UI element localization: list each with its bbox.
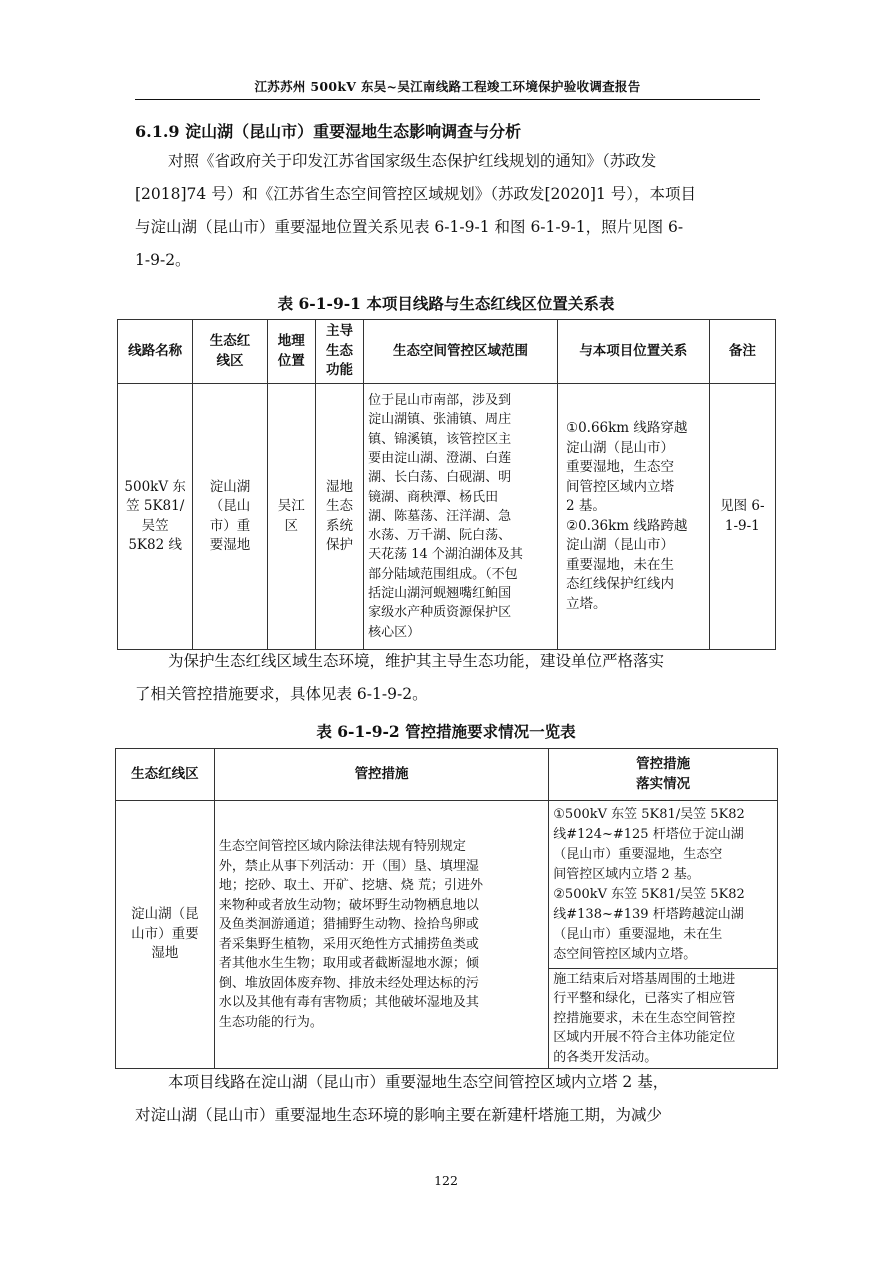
cell-redline: 淀山湖 （昆山 市）重 要湿地: [193, 384, 267, 650]
header-measures: 管控措施: [214, 749, 548, 801]
cell-line-name: 500kV 东 笠 5K81/ 吴笠 5K82 线: [118, 384, 193, 650]
header-status: 管控措施 落实情况: [549, 749, 778, 801]
cell-remark: 见图 6- 1-9-1: [709, 384, 775, 650]
header-function: 主导 生态 功能: [315, 320, 363, 384]
table-position-relation: [117, 319, 776, 650]
header-redline-zone: 生态红线区: [116, 749, 215, 801]
paragraph-measures-intro: [135, 645, 755, 711]
paragraph-impact: [135, 1066, 755, 1132]
cell-measures: 生态空间管控区域内除法律法规有特别规定 外，禁止从事下列活动：开（围）垦、填埋湿 地；挖砂、取土、开矿、挖塘、烧 荒；引进外 来物种或者放生动物；破坏野生动物栖息地以 及鱼类洄游通道；猎捕野生动物、捡拾鸟卵或 者采集野生植物，采用灭绝性方式捕捞鱼类或 者其他水生生物；取用或者截断湿地水源；倾 倒、堆放固体废弃物、排放未经处理达标的污 水以及其他有毒有害物质；其他破坏湿地及其 生态功能的行为。: [214, 801, 548, 1069]
header-divider: [135, 99, 760, 100]
paragraph-text: 为保护生态红线区域生态环境，维护其主导生态功能，建设单位严格落实: [168, 652, 665, 670]
table-header-row: [118, 320, 776, 384]
page-number: 122: [434, 1173, 458, 1188]
cell-status-towers: ①500kV 东笠 5K81/吴笠 5K82 线#124~#125 杆塔位于淀山湖 （昆山市）重要湿地，生态空 间管控区域内立塔 2 基。 ②500kV 东笠 5K81/吴笠 5K82 线#138~#139 杆塔跨越淀山湖 （昆山市）重要湿地，未在生 态空间管控区域内立塔。: [549, 801, 778, 969]
table-control-measures: [115, 748, 778, 1069]
section-title: 6.1.9 淀山湖（昆山市）重要湿地生态影响调查与分析: [135, 122, 522, 141]
cell-relation: ①0.66km 线路穿越 淀山湖（昆山市） 重要湿地，生态空 间管控区域内立塔 2 基。 ②0.36km 线路跨越 淀山湖（昆山市） 重要湿地，未在生 态红线保护红线内 立塔。: [557, 384, 709, 650]
header-line-name: 线路名称: [118, 320, 193, 384]
paragraph-line: [2018]74 号）和《江苏省生态空间管控区域规划》（苏政发[2020]1 号），本项目: [135, 185, 697, 203]
paragraph-text: 本项目线路在淀山湖（昆山市）重要湿地生态空间管控区域内立塔 2 基，: [168, 1073, 669, 1091]
cell-status-restoration: 施工结束后对塔基周围的土地进 行平整和绿化，已落实了相应管 控措施要求，未在生态空间管控 区域内开展不符合主体功能定位 的各类开发活动。: [549, 969, 778, 1069]
table-header-row: [116, 749, 778, 801]
cell-redline-zone: 淀山湖（昆 山市）重要 湿地: [116, 801, 215, 1069]
paragraph-line: [135, 1066, 755, 1099]
cell-location: 吴江 区: [267, 384, 315, 650]
cell-function: 湿地 生态 系统 保护: [315, 384, 363, 650]
paragraph-line: 了相关管控措施要求，具体见表 6-1-9-2。: [135, 685, 428, 703]
header-redline: 生态红 线区: [193, 320, 267, 384]
header-location: 地理 位置: [267, 320, 315, 384]
paragraph-line: [135, 645, 755, 678]
cell-scope: 位于昆山市南部，涉及到 淀山湖镇、张浦镇、周庄 镇、锦溪镇，该管控区主 要由淀山湖、澄湖、白莲 湖、长白荡、白砚湖、明 镜湖、商秧潭、杨氏田 湖、陈墓荡、汪洋湖、急 水荡、万千湖、阮白荡、 天花荡 14 个湖泊湖体及其 部分陆域范围组成。（不包 括淀山湖河蚬翘嘴红鲌国 家级水产种质资源保护区 核心区）: [364, 384, 558, 650]
table2-caption: 表 6-1-9-2 管控措施要求情况一览表: [316, 722, 576, 741]
paragraph-line: 1-9-2。: [135, 251, 191, 269]
table-row: [118, 384, 776, 650]
paragraph-line: 对淀山湖（昆山市）重要湿地生态环境的影响主要在新建杆塔施工期，为减少: [135, 1106, 663, 1124]
header-scope: 生态空间管控区域范围: [364, 320, 558, 384]
header-relation: 与本项目位置关系: [557, 320, 709, 384]
paragraph-line: 与淀山湖（昆山市）重要湿地位置关系见表 6-1-9-1 和图 6-1-9-1，照片见图 6-: [135, 218, 684, 236]
running-header: 江苏苏州 500kV 东吴~吴江南线路工程竣工环境保护验收调查报告: [254, 79, 641, 94]
header-remark: 备注: [709, 320, 775, 384]
table1-caption: 表 6-1-9-1 本项目线路与生态红线区位置关系表: [277, 294, 615, 313]
paragraph-text: 对照《省政府关于印发江苏省国家级生态保护红线规划的通知》（苏政发: [168, 152, 657, 170]
paragraph-line: [135, 145, 755, 178]
paragraph-intro: [135, 145, 755, 277]
table-row: [116, 801, 778, 969]
